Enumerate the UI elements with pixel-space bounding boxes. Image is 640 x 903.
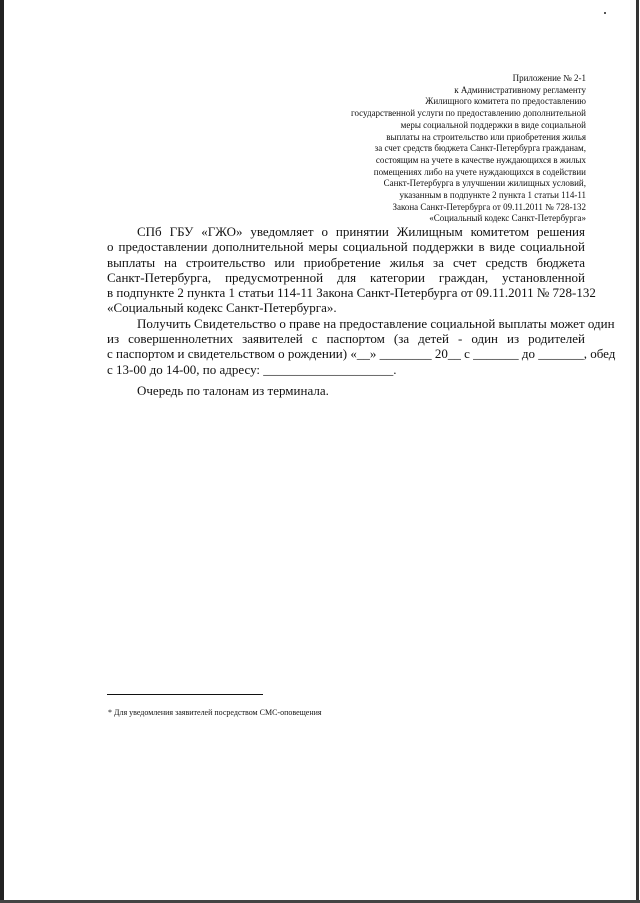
- notice-line: Санкт-Петербурга, предусмотренной для категории граждан, установленной: [107, 269, 585, 285]
- notice-line: СПб ГБУ «ГЖО» уведомляет о принятии Жилищным комитетом решения: [137, 224, 585, 239]
- queue-note: Очередь по талонам из терминала.: [137, 383, 329, 398]
- scan-left-edge: [0, 0, 4, 903]
- appendix-header: [286, 73, 586, 225]
- notice-line: о предоставлении дополнительной меры социальной поддержки в виде социальной: [107, 239, 585, 255]
- appendix-line: к Административному регламенту: [454, 84, 586, 95]
- receipt-line: Получить Свидетельство о праве на предоставление социальной выплаты может один: [137, 315, 615, 331]
- appendix-line: помещениях либо на учете нуждающихся в содействии: [373, 166, 586, 177]
- notice-body: [107, 224, 616, 377]
- appendix-line: меры социальной поддержки в виде социальной: [400, 119, 586, 130]
- footnote-divider: [107, 694, 263, 695]
- scan-speck: [604, 12, 606, 14]
- appendix-line: «Социальный кодекс Санкт-Петербурга»: [429, 213, 586, 224]
- receipt-line: из совершеннолетних заявителей с паспортом (за детей - один из родителей: [107, 331, 585, 347]
- footnote: * Для уведомления заявителей посредством СМС-оповещения: [108, 708, 322, 717]
- notice-paragraph: [107, 224, 596, 316]
- appendix-line: состоящим на учете в качестве нуждающихся в жилых: [375, 154, 586, 165]
- appendix-line: выплаты на строительство или приобретения жилья: [386, 131, 586, 142]
- notice-line: выплаты на строительство или приобретение жилья за счет средств бюджета: [107, 254, 585, 270]
- appendix-line: Закона Санкт-Петербурга от 09.11.2011 № 728-132: [392, 201, 586, 212]
- appendix-line: государственной услуги по предоставлению дополнительной: [350, 108, 586, 119]
- receipt-paragraph: [107, 315, 616, 377]
- appendix-line: за счет средств бюджета Санкт-Петербурга гражданам,: [374, 143, 586, 154]
- receipt-line: с паспортом и свидетельством о рождении) «__» ________ 20__ с _______ до _______, обед: [107, 346, 616, 362]
- scan-right-edge: [636, 0, 639, 903]
- appendix-line: Жилищного комитета по предоставлению: [425, 96, 586, 107]
- receipt-line: с 13-00 до 14-00, по адресу: ____________________.: [107, 361, 397, 377]
- appendix-line: Приложение № 2-1: [512, 73, 586, 83]
- appendix-line: Санкт-Петербурга в улучшении жилищных условий,: [383, 178, 586, 189]
- notice-line: в подпункте 2 пункта 1 статьи 114-11 Закона Санкт-Петербурга от 09.11.2011 № 728-132: [107, 285, 596, 301]
- appendix-line: указанным в подпункте 2 пункта 1 статьи 114-11: [399, 190, 586, 201]
- notice-line: «Социальный кодекс Санкт-Петербурга».: [107, 300, 337, 316]
